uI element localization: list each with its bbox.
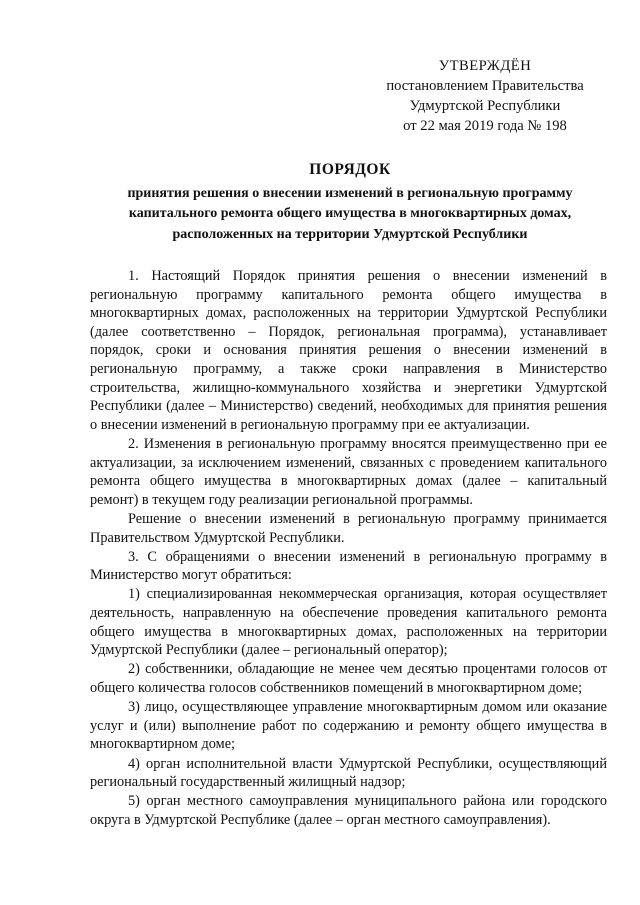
approval-line-2: Удмуртской Республики xyxy=(409,98,561,114)
document-heading xyxy=(70,160,630,245)
document-subtitle-line-2: капитального ремонта общего имущества в многоквартирных домах, xyxy=(128,206,572,221)
paragraph-decision: Решение о внесении изменений в региональную программу принимается Правительством Удмуртской Республики. xyxy=(90,510,607,546)
document-subtitle-line-3: расположенных на территории Удмуртской Республики xyxy=(172,226,528,242)
document-body xyxy=(90,267,607,830)
document-subtitle-line-1: принятия решения о внесении изменений в региональную программу xyxy=(127,185,573,201)
paragraph-item-2: 2. Изменения в региональную программу вносятся преимущественно при ее актуализации, за исключением изменений, связанных с проведением капитального ремонта общего имущества в многоквартирных домах (далее – капитальный ремонт) в текущем году реализации региональной программы. xyxy=(90,435,607,508)
document-title: ПОРЯДОК xyxy=(309,161,391,178)
approval-title: УТВЕРЖДЁН xyxy=(438,58,532,74)
paragraph-item-1: 1. Настоящий Порядок принятия решения о внесении изменений в региональную программу капитального ремонта общего имущества в многоквартирных домах, расположенных на территории Удмуртской Республики (далее соответственно – Порядок, региональная программа), устанавливает порядок, сроки и основания принятия решения о внесении изменений в региональную программу, а также сроки направления в Министерство строительства, жилищно-коммунального хозяйства и энергетики Удмуртской Республики (далее – Министерство) сведений, необходимых для принятия решения о внесении изменений в региональную программу при ее актуализации. xyxy=(90,268,607,433)
paragraph-item-3: 3. С обращениями о внесении изменений в региональную программу в Министерство могут обратиться: xyxy=(90,548,607,584)
approval-line-3: от 22 мая 2019 года № 198 xyxy=(403,118,567,134)
list-item-4: 4) орган исполнительной власти Удмуртской Республики, осуществляющий региональный государственный жилищный надзор; xyxy=(90,755,607,791)
list-item-2: 2) собственники, обладающие не менее чем десятью процентами голосов от общего количества голосов собственников помещений в многоквартирном доме; xyxy=(90,661,607,697)
list-item-1: 1) специализированная некоммерческая организация, которая осуществляет деятельность, направленную на обеспечение проведения капитального ремонта общего имущества в многоквартирных домах, расположенных на территории Удмуртской Республики (далее – региональный оператор); xyxy=(90,586,607,659)
approval-stamp xyxy=(335,56,635,136)
list-item-5: 5) орган местного самоуправления муниципального района или городского округа в Удмуртской Республике (далее – орган местного самоуправления). xyxy=(90,793,607,828)
approval-line-1: постановлением Правительства xyxy=(386,78,584,94)
list-item-3: 3) лицо, осуществляющее управление многоквартирным домом или оказание услуг и (или) выполнение работ по содержанию и ремонту общего имущества в многоквартирном доме; xyxy=(90,699,607,753)
